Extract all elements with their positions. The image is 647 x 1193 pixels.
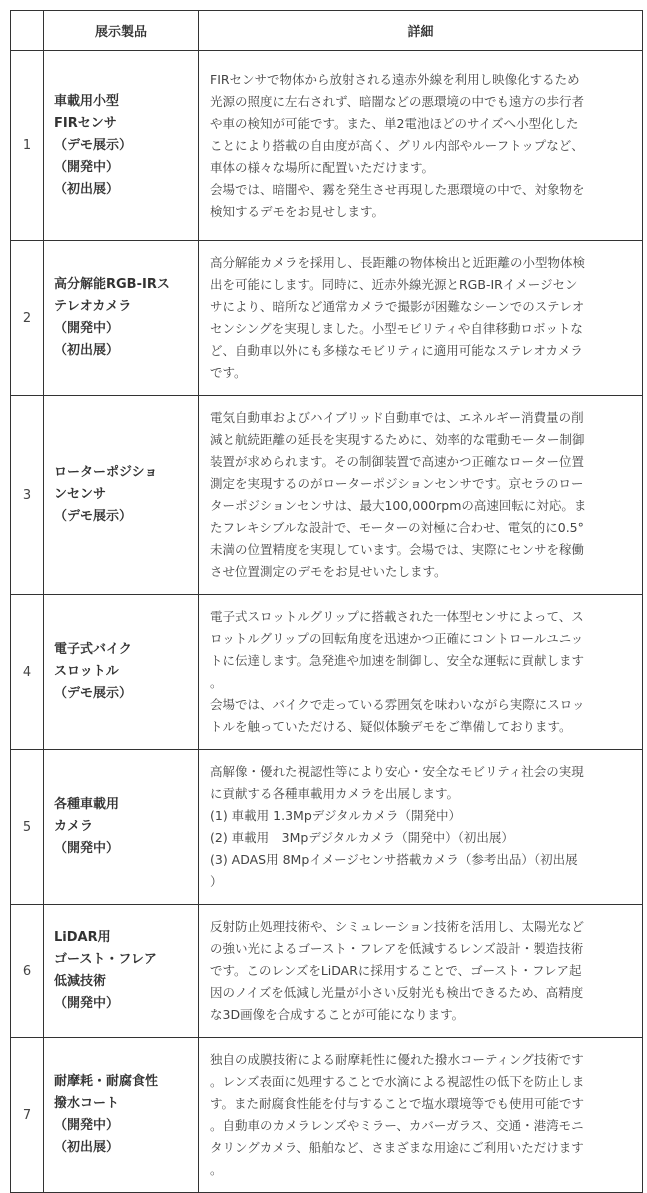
detail-line: 因のノイズを低減し光量が小さい反射光も検出できるため、高精度	[210, 985, 584, 1000]
detail-line: トに伝達します。急発進や加速を制御し、安全な運転に貢献します	[210, 653, 585, 668]
detail-line: (1) 車載用 1.3Mpデジタルカメラ（開発中）	[210, 808, 462, 823]
table-row	[11, 905, 643, 1038]
table-row	[11, 396, 643, 595]
product-detail	[199, 51, 643, 241]
table-row	[11, 241, 643, 396]
row-number: 7	[11, 1038, 44, 1193]
detail-line: センシングを実現しました。小型モビリティや自律移動ロボットな	[210, 321, 583, 336]
product-name	[44, 1038, 199, 1193]
product-name-line: （開発中）	[54, 841, 120, 856]
detail-line: トルを触っていただける、疑似体験デモをご準備しております。	[210, 719, 572, 734]
product-name-line: ローターポジショ	[54, 465, 158, 480]
product-detail	[199, 905, 643, 1038]
detail-line: や車の検知が可能です。また、単2電池ほどのサイズへ小型化した	[210, 115, 579, 131]
product-name-line: （初出展）	[54, 181, 120, 197]
detail-line: ことにより搭載の自由度が高く、グリル内部やルーフトップなど、	[210, 137, 584, 153]
row-number: 3	[11, 396, 44, 595]
table-row	[11, 595, 643, 750]
product-detail	[199, 396, 643, 595]
detail-line: の強い光によるゴースト・フレアを低減するレンズ設計・製造技術	[210, 941, 584, 956]
detail-line: 出を可能にします。同時に、近赤外線光源とRGB-IRイメージセン	[210, 277, 578, 292]
detail-line: す。また耐腐食性能を付与することで塩水環境等でも使用可能です	[210, 1096, 585, 1111]
product-name-line: ゴースト・フレア	[54, 952, 157, 967]
detail-line: (2) 車載用 3Mpデジタルカメラ（開発中）（初出展）	[210, 830, 514, 845]
row-number: 2	[11, 241, 44, 396]
detail-line: 未満の位置精度を実現しています。会場では、実際にセンサを稼働	[210, 542, 585, 557]
table-row	[11, 1038, 643, 1193]
detail-line: 検知するデモをお見せします。	[210, 203, 385, 219]
detail-line: に貢献する各種車載用カメラを出展します。	[210, 786, 460, 801]
detail-line: です。このレンズをLiDARに採用することで、ゴースト・フレア起	[210, 963, 582, 978]
detail-line: タリングカメラ、船舶など、さまざまな用途にご利用いただけます	[210, 1140, 584, 1155]
product-name-line: （デモ展示）	[54, 686, 133, 701]
product-detail	[199, 750, 643, 905]
detail-line: ）	[210, 874, 223, 889]
detail-line: 高分解能カメラを採用し、長距離の物体検出と近距離の小型物体検	[210, 255, 586, 270]
product-detail	[199, 241, 643, 396]
row-number: 1	[11, 51, 44, 241]
product-name-line: （開発中）	[54, 159, 120, 175]
header-number	[11, 11, 44, 51]
product-name	[44, 905, 199, 1038]
product-name-line: FIRセンサ	[54, 115, 117, 131]
detail-line: 会場では、バイクで走っている雰囲気を味わいながら実際にスロッ	[210, 697, 585, 712]
detail-line: 測定を実現するのがローターポジションセンサです。京セラのロー	[210, 476, 584, 491]
product-name-line: 各種車載用	[54, 797, 120, 812]
product-detail	[199, 1038, 643, 1193]
product-name-line: 高分解能RGB-IRス	[54, 277, 170, 292]
detail-line: です。	[210, 365, 247, 380]
product-name	[44, 241, 199, 396]
product-name-line: 低減技術	[54, 974, 107, 989]
header-detail: 詳細	[199, 11, 643, 51]
detail-line: 。レンズ表面に処理することで水滴による視認性の低下を防止しま	[210, 1074, 585, 1089]
product-name-line: ンセンサ	[54, 487, 107, 502]
product-name-line: LiDAR用	[54, 930, 111, 945]
table-row	[11, 750, 643, 905]
table-row	[11, 51, 643, 241]
detail-line: 。自動車のカメラレンズやミラー、カバーガラス、交通・港湾モニ	[210, 1118, 584, 1133]
detail-line: 反射防止処理技術や、シミュレーション技術を活用し、太陽光など	[210, 919, 585, 934]
row-number: 4	[11, 595, 44, 750]
product-name	[44, 595, 199, 750]
detail-line: な3D画像を合成することが可能になります。	[210, 1007, 465, 1022]
exhibit-products-table	[10, 10, 643, 1193]
table-header-row	[11, 11, 643, 51]
detail-line: ロットルグリップの回転角度を迅速かつ正確にコントロールユニッ	[210, 631, 584, 646]
detail-line: ど、自動車以外にも多様なモビリティに適用可能なステレオカメラ	[210, 343, 583, 358]
detail-line: FIRセンサで物体から放射される遠赤外線を利用し映像化するため	[210, 71, 580, 87]
detail-line: 。	[210, 675, 223, 690]
detail-line: 車体の様々な場所に配置いただけます。	[210, 159, 435, 175]
detail-line: させ位置測定のデモをお見せいたします。	[210, 564, 447, 579]
product-name-line: 電子式バイク	[54, 642, 132, 657]
row-number: 5	[11, 750, 44, 905]
product-name-line: （開発中）	[54, 996, 120, 1011]
product-name-line: （デモ展示）	[54, 509, 133, 524]
product-name-line: （初出展）	[54, 343, 120, 358]
product-name	[44, 750, 199, 905]
detail-line: (3) ADAS用 8Mpイメージセンサ搭載カメラ（参考出品）（初出展	[210, 852, 578, 867]
product-name-line: 撥水コート	[54, 1096, 120, 1111]
detail-line: ターポジションセンサは、最大100,000rpmの高速回転に対応。ま	[210, 498, 587, 513]
detail-line: 装置が求められます。その制御装置で高速かつ正確なローター位置	[210, 454, 585, 469]
product-name-line: スロットル	[54, 664, 119, 679]
product-name	[44, 51, 199, 241]
product-name-line: 車載用小型	[54, 93, 120, 109]
header-product: 展示製品	[44, 11, 199, 51]
detail-line: 減と航続距離の延長を実現するために、効率的な電動モーター制御	[210, 432, 585, 447]
row-number: 6	[11, 905, 44, 1038]
product-name-line: （開発中）	[54, 321, 120, 336]
detail-line: 電気自動車およびハイブリッド自動車では、エネルギー消費量の削	[210, 410, 584, 425]
detail-line: 電子式スロットルグリップに搭載された一体型センサによって、ス	[210, 609, 584, 624]
detail-line: 独自の成膜技術による耐摩耗性に優れた撥水コーティング技術です	[210, 1052, 584, 1067]
detail-line: サにより、暗所など通常カメラで撮影が困難なシーンでのステレオ	[210, 299, 585, 314]
detail-line: 会場では、暗闇や、霧を発生させ再現した悪環境の中で、対象物を	[210, 181, 585, 197]
product-name-line: テレオカメラ	[54, 299, 132, 314]
product-name-line: （初出展）	[54, 1140, 120, 1155]
product-name-line: カメラ	[54, 819, 94, 834]
product-name-line: （開発中）	[54, 1118, 120, 1133]
detail-line: 高解像・優れた視認性等により安心・安全なモビリティ社会の実現	[210, 764, 584, 779]
detail-line: 。	[210, 1162, 223, 1177]
detail-line: たフレキシブルな設計で、モーターの対極に合わせ、電気的に0.5°	[210, 520, 584, 535]
product-name-line: （デモ展示）	[54, 137, 133, 153]
product-name	[44, 396, 199, 595]
product-detail	[199, 595, 643, 750]
product-name-line: 耐摩耗・耐腐食性	[54, 1074, 159, 1089]
detail-line: 光源の照度に左右されず、暗闇などの悪環境の中でも遠方の歩行者	[210, 93, 585, 109]
